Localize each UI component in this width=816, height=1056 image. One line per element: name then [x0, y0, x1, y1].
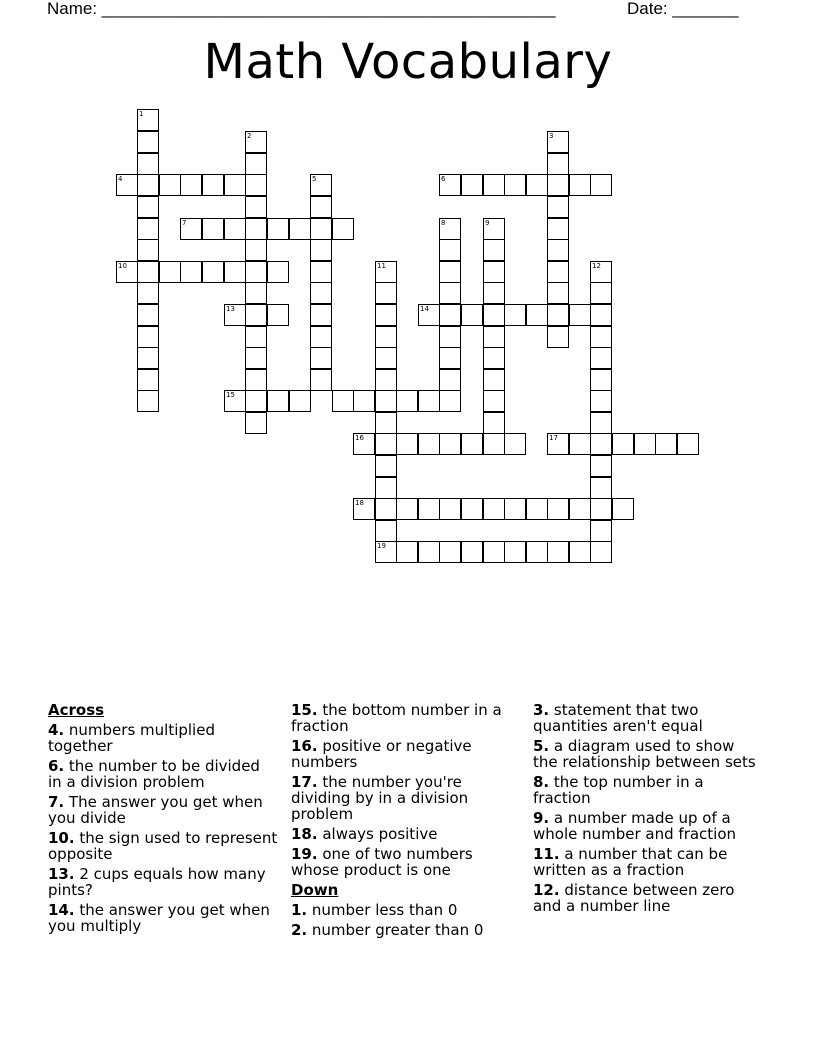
- cell-number: 13: [226, 305, 235, 313]
- crossword-cell[interactable]: [547, 282, 569, 304]
- clue-text: the top number in a fraction: [533, 773, 704, 807]
- crossword-cell[interactable]: [245, 261, 267, 283]
- clue-number: 14.: [48, 901, 75, 919]
- clue-item: [291, 826, 521, 842]
- clue-number: 2.: [291, 921, 308, 939]
- crossword-cell[interactable]: [590, 412, 612, 434]
- crossword-cell[interactable]: [547, 433, 569, 455]
- crossword-cell[interactable]: [396, 498, 418, 520]
- crossword-cell[interactable]: [116, 174, 138, 196]
- crossword-cell[interactable]: [396, 390, 418, 412]
- crossword-cell[interactable]: [137, 304, 159, 326]
- crossword-cell[interactable]: [547, 196, 569, 218]
- crossword-cell[interactable]: [289, 390, 311, 412]
- cell-number: 17: [549, 434, 558, 442]
- crossword-cell[interactable]: [137, 390, 159, 412]
- crossword-cell[interactable]: [137, 109, 159, 131]
- crossword-cell[interactable]: [504, 304, 526, 326]
- crossword-cell[interactable]: [418, 433, 440, 455]
- crossword-cell[interactable]: [245, 347, 267, 369]
- crossword-cell[interactable]: [483, 369, 505, 391]
- crossword-cell[interactable]: [137, 282, 159, 304]
- clue-number: 10.: [48, 829, 75, 847]
- clue-item: [48, 722, 278, 754]
- crossword-cell[interactable]: [245, 196, 267, 218]
- crossword-cell[interactable]: [547, 131, 569, 153]
- clue-number: 7.: [48, 793, 65, 811]
- clue-item: [48, 794, 278, 826]
- crossword-cell[interactable]: [375, 282, 397, 304]
- crossword-cell[interactable]: [353, 433, 375, 455]
- crossword-cell[interactable]: [590, 541, 612, 563]
- crossword-cell[interactable]: [504, 498, 526, 520]
- crossword-cell[interactable]: [569, 304, 591, 326]
- clues-column-3: [533, 702, 763, 918]
- clue-item: [533, 882, 763, 914]
- clue-item: [48, 902, 278, 934]
- across-heading: Across: [48, 701, 105, 719]
- crossword-cell[interactable]: [439, 541, 461, 563]
- crossword-cell[interactable]: [310, 282, 332, 304]
- crossword-cell[interactable]: [439, 239, 461, 261]
- crossword-cell[interactable]: [202, 261, 224, 283]
- clues-column-2: [291, 702, 521, 942]
- crossword-cell[interactable]: [569, 433, 591, 455]
- cell-number: 19: [377, 542, 386, 550]
- crossword-cell[interactable]: [439, 304, 461, 326]
- crossword-cell[interactable]: [267, 261, 289, 283]
- clue-text: numbers multiplied together: [48, 721, 215, 755]
- crossword-cell[interactable]: [224, 304, 246, 326]
- crossword-cell[interactable]: [224, 261, 246, 283]
- clue-item: [291, 738, 521, 770]
- crossword-cell[interactable]: [418, 304, 440, 326]
- crossword-cell[interactable]: [180, 218, 202, 240]
- crossword-cell[interactable]: [439, 347, 461, 369]
- crossword-cell[interactable]: [590, 304, 612, 326]
- clue-number: 17.: [291, 773, 318, 791]
- crossword-cell[interactable]: [180, 174, 202, 196]
- down-heading: Down: [291, 881, 339, 899]
- crossword-cell[interactable]: [224, 218, 246, 240]
- crossword-cell[interactable]: [439, 498, 461, 520]
- crossword-cell[interactable]: [137, 174, 159, 196]
- crossword-cell[interactable]: [396, 541, 418, 563]
- crossword-cell[interactable]: [202, 174, 224, 196]
- crossword-cell[interactable]: [547, 153, 569, 175]
- clue-text: a number that can be written as a fraction: [533, 845, 728, 879]
- crossword-cell[interactable]: [137, 218, 159, 240]
- crossword-cell[interactable]: [375, 455, 397, 477]
- crossword-cell[interactable]: [224, 390, 246, 412]
- cell-number: 8: [441, 219, 446, 227]
- clue-text: always positive: [317, 825, 438, 843]
- crossword-cell[interactable]: [418, 498, 440, 520]
- crossword-cell[interactable]: [245, 282, 267, 304]
- crossword-cell[interactable]: [590, 369, 612, 391]
- clue-number: 6.: [48, 757, 65, 775]
- cell-number: 6: [441, 175, 446, 183]
- crossword-cell[interactable]: [310, 239, 332, 261]
- crossword-cell[interactable]: [483, 347, 505, 369]
- clue-number: 15.: [291, 701, 318, 719]
- crossword-cell[interactable]: [353, 390, 375, 412]
- crossword-cell[interactable]: [245, 390, 267, 412]
- crossword-cell[interactable]: [504, 541, 526, 563]
- date-field-label[interactable]: Date: _______: [627, 0, 739, 18]
- crossword-cell[interactable]: [245, 131, 267, 153]
- clue-text: the sign used to represent opposite: [48, 829, 278, 863]
- crossword-cell[interactable]: [375, 304, 397, 326]
- crossword-cell[interactable]: [461, 498, 483, 520]
- clue-number: 5.: [533, 737, 550, 755]
- crossword-cell[interactable]: [590, 174, 612, 196]
- crossword-cell[interactable]: [396, 433, 418, 455]
- crossword-cell[interactable]: [547, 541, 569, 563]
- crossword-cell[interactable]: [289, 218, 311, 240]
- clue-number: 13.: [48, 865, 75, 883]
- clue-text: 2 cups equals how many pints?: [48, 865, 266, 899]
- crossword-cell[interactable]: [612, 433, 634, 455]
- crossword-cell[interactable]: [483, 282, 505, 304]
- crossword-cell[interactable]: [526, 498, 548, 520]
- crossword-cell[interactable]: [267, 304, 289, 326]
- crossword-cell[interactable]: [634, 433, 656, 455]
- crossword-cell[interactable]: [483, 174, 505, 196]
- crossword-cell[interactable]: [590, 282, 612, 304]
- crossword-cell[interactable]: [137, 196, 159, 218]
- crossword-cell[interactable]: [310, 369, 332, 391]
- clue-number: 1.: [291, 901, 308, 919]
- clue-item: [533, 846, 763, 878]
- crossword-cell[interactable]: [375, 261, 397, 283]
- crossword-cell[interactable]: [332, 218, 354, 240]
- crossword-cell[interactable]: [547, 218, 569, 240]
- crossword-cell[interactable]: [137, 326, 159, 348]
- crossword-cell[interactable]: [245, 218, 267, 240]
- cell-number: 15: [226, 391, 235, 399]
- crossword-cell[interactable]: [590, 326, 612, 348]
- across-clue-list-continued: [291, 702, 521, 878]
- crossword-cell[interactable]: [569, 498, 591, 520]
- crossword-cell[interactable]: [375, 541, 397, 563]
- clue-text: statement that two quantities aren't equal: [533, 701, 703, 735]
- crossword-cell[interactable]: [375, 390, 397, 412]
- clue-item: [48, 830, 278, 862]
- clue-item: [291, 922, 521, 938]
- crossword-cell[interactable]: [590, 498, 612, 520]
- crossword-cell[interactable]: [439, 326, 461, 348]
- clue-item: [533, 810, 763, 842]
- crossword-cell[interactable]: [461, 433, 483, 455]
- crossword-cell[interactable]: [310, 218, 332, 240]
- crossword-cell[interactable]: [310, 174, 332, 196]
- crossword-cell[interactable]: [159, 174, 181, 196]
- crossword-cell[interactable]: [137, 153, 159, 175]
- crossword-cell[interactable]: [547, 239, 569, 261]
- crossword-cell[interactable]: [137, 131, 159, 153]
- crossword-cell[interactable]: [418, 390, 440, 412]
- clue-text: number greater than 0: [307, 921, 484, 939]
- crossword-cell[interactable]: [332, 390, 354, 412]
- clue-number: 3.: [533, 701, 550, 719]
- crossword-cell[interactable]: [526, 304, 548, 326]
- clue-item: [291, 702, 521, 734]
- crossword-cell[interactable]: [547, 304, 569, 326]
- down-clue-list: [291, 902, 521, 938]
- crossword-cell[interactable]: [483, 541, 505, 563]
- clue-number: 16.: [291, 737, 318, 755]
- crossword-cell[interactable]: [375, 498, 397, 520]
- crossword-cell[interactable]: [353, 498, 375, 520]
- clue-number: 9.: [533, 809, 550, 827]
- cell-number: 5: [312, 175, 317, 183]
- crossword-cell[interactable]: [612, 498, 634, 520]
- crossword-cell[interactable]: [137, 347, 159, 369]
- cell-number: 3: [549, 132, 554, 140]
- crossword-cell[interactable]: [418, 541, 440, 563]
- clue-text: positive or negative numbers: [291, 737, 472, 771]
- crossword-cell[interactable]: [159, 261, 181, 283]
- crossword-cell[interactable]: [137, 261, 159, 283]
- crossword-cell[interactable]: [202, 218, 224, 240]
- clue-text: the number you're dividing by in a division problem: [291, 773, 469, 823]
- crossword-cell[interactable]: [461, 541, 483, 563]
- crossword-cell[interactable]: [483, 239, 505, 261]
- crossword-cell[interactable]: [310, 261, 332, 283]
- clue-item: [291, 846, 521, 878]
- cell-number: 18: [355, 499, 364, 507]
- crossword-cell[interactable]: [439, 369, 461, 391]
- crossword-cell[interactable]: [310, 196, 332, 218]
- clue-number: 4.: [48, 721, 65, 739]
- name-field-label[interactable]: Name: ________________________________________________: [47, 0, 556, 18]
- clue-text: a number made up of a whole number and fraction: [533, 809, 737, 843]
- crossword-cell[interactable]: [483, 412, 505, 434]
- clue-item: [291, 774, 521, 822]
- crossword-cell[interactable]: [483, 498, 505, 520]
- clue-text: the answer you get when you multiply: [48, 901, 270, 935]
- crossword-cell[interactable]: [590, 520, 612, 542]
- crossword-cell[interactable]: [224, 174, 246, 196]
- clue-number: 12.: [533, 881, 560, 899]
- crossword-cell[interactable]: [439, 261, 461, 283]
- cell-number: 11: [377, 262, 386, 270]
- crossword-cell[interactable]: [245, 304, 267, 326]
- crossword-cell[interactable]: [439, 218, 461, 240]
- crossword-cell[interactable]: [677, 433, 699, 455]
- cell-number: 10: [118, 262, 127, 270]
- crossword-cell[interactable]: [483, 433, 505, 455]
- clue-text: a diagram used to show the relationship between sets: [533, 737, 756, 771]
- crossword-cell[interactable]: [375, 433, 397, 455]
- crossword-cell[interactable]: [569, 174, 591, 196]
- crossword-cell[interactable]: [590, 477, 612, 499]
- crossword-cell[interactable]: [547, 261, 569, 283]
- clue-text: number less than 0: [307, 901, 458, 919]
- crossword-cell[interactable]: [590, 347, 612, 369]
- clues-column-1: [48, 702, 278, 938]
- crossword-cell[interactable]: [439, 390, 461, 412]
- crossword-cell[interactable]: [245, 369, 267, 391]
- clue-number: 18.: [291, 825, 318, 843]
- page-title: Math Vocabulary: [203, 34, 613, 90]
- clue-text: distance between zero and a number line: [533, 881, 735, 915]
- crossword-cell[interactable]: [483, 261, 505, 283]
- crossword-cell[interactable]: [375, 326, 397, 348]
- crossword-cell[interactable]: [483, 390, 505, 412]
- crossword-cell[interactable]: [267, 390, 289, 412]
- crossword-cell[interactable]: [526, 541, 548, 563]
- clue-item: [48, 758, 278, 790]
- crossword-cell[interactable]: [483, 326, 505, 348]
- crossword-cell[interactable]: [137, 369, 159, 391]
- cell-number: 2: [247, 132, 252, 140]
- crossword-cell[interactable]: [245, 174, 267, 196]
- crossword-cell[interactable]: [439, 433, 461, 455]
- down-clue-list-continued: [533, 702, 763, 914]
- crossword-cell[interactable]: [590, 390, 612, 412]
- crossword-cell[interactable]: [375, 477, 397, 499]
- cell-number: 9: [485, 219, 490, 227]
- crossword-cell[interactable]: [547, 174, 569, 196]
- crossword-cell[interactable]: [375, 347, 397, 369]
- crossword-cell[interactable]: [547, 326, 569, 348]
- crossword-cell[interactable]: [116, 261, 138, 283]
- crossword-cell[interactable]: [375, 412, 397, 434]
- crossword-cell[interactable]: [245, 326, 267, 348]
- across-clue-list: [48, 722, 278, 934]
- clue-text: one of two numbers whose product is one: [291, 845, 473, 879]
- cell-number: 16: [355, 434, 364, 442]
- cell-number: 12: [592, 262, 601, 270]
- crossword-cell[interactable]: [483, 218, 505, 240]
- crossword-cell[interactable]: [310, 304, 332, 326]
- crossword-cell[interactable]: [655, 433, 677, 455]
- crossword-cell[interactable]: [461, 174, 483, 196]
- crossword-cell[interactable]: [504, 433, 526, 455]
- crossword-cell[interactable]: [245, 153, 267, 175]
- crossword-cell[interactable]: [439, 282, 461, 304]
- clue-text: the bottom number in a fraction: [291, 701, 502, 735]
- crossword-cell[interactable]: [310, 326, 332, 348]
- crossword-cell[interactable]: [245, 412, 267, 434]
- crossword-cell[interactable]: [590, 455, 612, 477]
- crossword-cell[interactable]: [310, 347, 332, 369]
- crossword-cell[interactable]: [375, 520, 397, 542]
- clue-item: [533, 774, 763, 806]
- crossword-cell[interactable]: [461, 304, 483, 326]
- clue-item: [291, 902, 521, 918]
- clue-text: the number to be divided in a division problem: [48, 757, 260, 791]
- crossword-cell[interactable]: [439, 174, 461, 196]
- crossword-cell[interactable]: [547, 498, 569, 520]
- clue-text: The answer you get when you divide: [48, 793, 263, 827]
- clue-number: 8.: [533, 773, 550, 791]
- crossword-cell[interactable]: [180, 261, 202, 283]
- clue-number: 19.: [291, 845, 318, 863]
- crossword-cell[interactable]: [526, 174, 548, 196]
- crossword-cell[interactable]: [267, 218, 289, 240]
- clue-item: [533, 738, 763, 770]
- crossword-cell[interactable]: [483, 304, 505, 326]
- clue-item: [48, 866, 278, 898]
- crossword-cell[interactable]: [504, 174, 526, 196]
- crossword-cell[interactable]: [569, 541, 591, 563]
- cell-number: 7: [182, 219, 187, 227]
- clue-item: [533, 702, 763, 734]
- crossword-cell[interactable]: [375, 369, 397, 391]
- cell-number: 14: [420, 305, 429, 313]
- crossword-cell[interactable]: [137, 239, 159, 261]
- clue-number: 11.: [533, 845, 560, 863]
- cell-number: 4: [118, 175, 123, 183]
- cell-number: 1: [139, 110, 144, 118]
- crossword-cell[interactable]: [245, 239, 267, 261]
- crossword-cell[interactable]: [590, 433, 612, 455]
- crossword-cell[interactable]: [590, 261, 612, 283]
